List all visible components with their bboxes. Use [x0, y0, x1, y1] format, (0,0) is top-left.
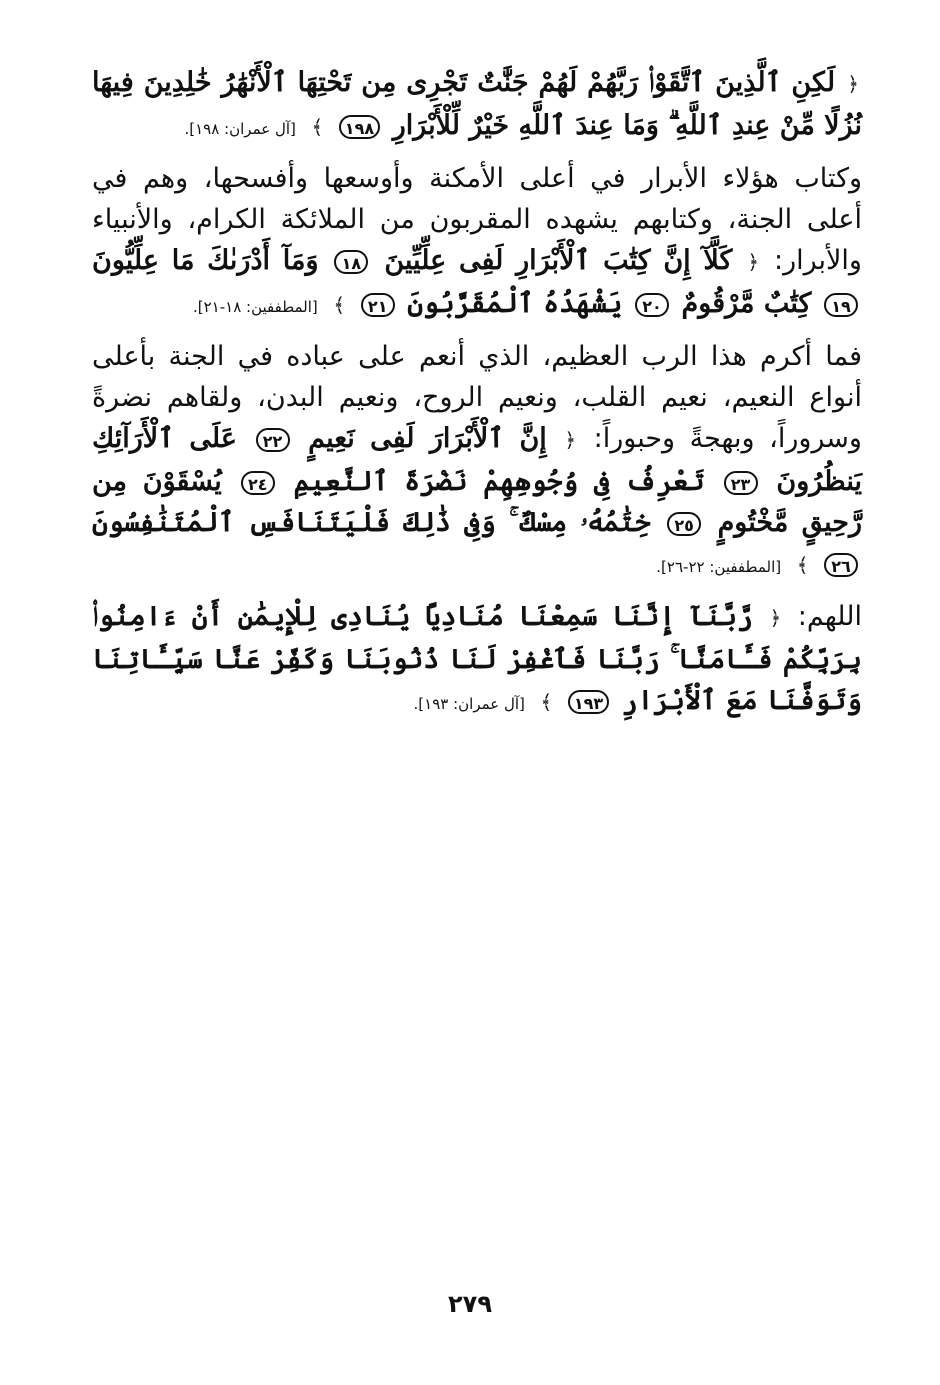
paragraph-text: وكتاب هؤلاء الأبرار في أعلى الأمكنة وأوسعها وأفسحها، وهم في أعلى الجنة، وكتابهم يشهده المقربون من الملائكة الكرام، والأنبياء والأبرار:: [92, 163, 862, 276]
paragraph: [92, 596, 862, 725]
verse-reference: [آل عمران: ١٩٨].: [184, 120, 296, 138]
paragraph-text: اللهم:: [797, 601, 862, 632]
ayah-number-marker: ٢١: [361, 293, 395, 317]
ayah-number-marker: ١٩: [824, 293, 858, 317]
quran-verse-text: يَشْهَدُهُ ٱلْمُقَرَّبُونَ: [407, 288, 623, 319]
paragraph-text: فما أكرم هذا الرب العظيم، الذي أنعم على عباده في الجنة بأعلى أنواع النعيم، نعيم القلب، ونعيم الروح، ونعيم البدن، ولقاهم نضرةً وسروراً، وبهجةً وحبوراً:: [92, 341, 862, 454]
quran-verse-text: رَّبَّنَآ إِنَّنَا سَمِعْنَا مُنَادِيًا يُنَادِى لِلْإِيمَٰنِ أَنْ ءَامِنُوا۟ بِرَبِّكُمْ فَـَٔامَنَّا ۚ رَبَّنَا فَٱغْفِرْ لَنَا ذُنُوبَنَا وَكَفِّرْ عَنَّا سَيِّـَٔاتِنَا وَتَوَفَّنَا مَعَ ٱلْأَبْرَارِ: [92, 601, 862, 716]
verse-bracket-ornament: ﴾: [311, 115, 324, 139]
verse-bracket-ornament: ﴾: [796, 553, 809, 577]
verse-bracket-ornament: ﴿: [564, 428, 577, 452]
page-number: ٢٧٩: [448, 1290, 492, 1318]
paragraph: [92, 336, 862, 588]
verse-bracket-ornament: ﴿: [847, 72, 859, 96]
quran-verse-text: خِتَٰمُهُۥ مِسْكٌ ۚ وَفِى ذَٰلِكَ فَلْيَتَنَافَسِ ٱلْمُتَنَٰفِسُونَ: [92, 507, 651, 538]
quran-verse-text: لَكِنِ ٱلَّذِينَ ٱتَّقَوْا۟ رَبَّهُمْ لَهُمْ جَنَّٰتٌ تَجْرِى مِن تَحْتِهَا ٱلْأَنْهَٰرُ خَٰلِدِينَ فِيهَا نُزُلًا مِّنْ عِندِ ٱللَّهِ ۗ وَمَا عِندَ ٱللَّهِ خَيْرٌ لِّلْأَبْرَارِ: [92, 67, 862, 141]
verse-bracket-ornament: ﴿: [747, 250, 760, 274]
quran-verse-text: وَمَآ أَدْرَىٰكَ مَا عِلِّيُّونَ: [92, 245, 319, 276]
page-body-text: [92, 62, 862, 733]
quran-verse-text: يُسْقَوْنَ مِن رَّحِيقٍ مَّخْتُومٍ: [92, 466, 862, 538]
quran-verse-text: كِتَٰبٌ مَّرْقُومٌ: [681, 288, 812, 319]
quran-verse-text: كَلَّآ إِنَّ كِتَٰبَ ٱلْأَبْرَارِ لَفِى عِلِّيِّينَ: [384, 245, 733, 276]
quran-verse-text: تَعْرِفُ فِى وُجُوهِهِمْ نَضْرَةَ ٱلنَّعِيمِ: [293, 466, 705, 497]
verse-reference: [المطففين: ١٨-٢١].: [192, 298, 318, 316]
paragraph: [92, 158, 862, 328]
ayah-number-marker: ٢٦: [824, 553, 858, 577]
verse-bracket-ornament: ﴾: [540, 690, 553, 714]
ayah-number-marker: ١٩٣: [568, 690, 609, 714]
verse-bracket-ornament: ﴿: [769, 606, 782, 630]
ayah-number-marker: ٢٣: [724, 471, 758, 495]
verse-reference: [المطففين: ٢٢-٢٦].: [656, 558, 782, 576]
verse-bracket-ornament: ﴾: [333, 293, 346, 317]
verse-reference: [آل عمران: ١٩٣].: [413, 695, 525, 713]
paragraph: [92, 62, 862, 150]
quran-verse-text: عَلَى ٱلْأَرَآئِكِ يَنظُرُونَ: [92, 423, 862, 497]
ayah-number-marker: ٢٥: [667, 512, 701, 536]
ayah-number-marker: ١٩٨: [339, 115, 380, 139]
ayah-number-marker: ١٨: [334, 250, 368, 274]
ayah-number-marker: ٢٤: [241, 471, 275, 495]
quran-verse-text: إِنَّ ٱلْأَبْرَارَ لَفِى نَعِيمٍ: [308, 423, 547, 454]
ayah-number-marker: ٢٢: [256, 428, 290, 452]
ayah-number-marker: ٢٠: [635, 293, 669, 317]
